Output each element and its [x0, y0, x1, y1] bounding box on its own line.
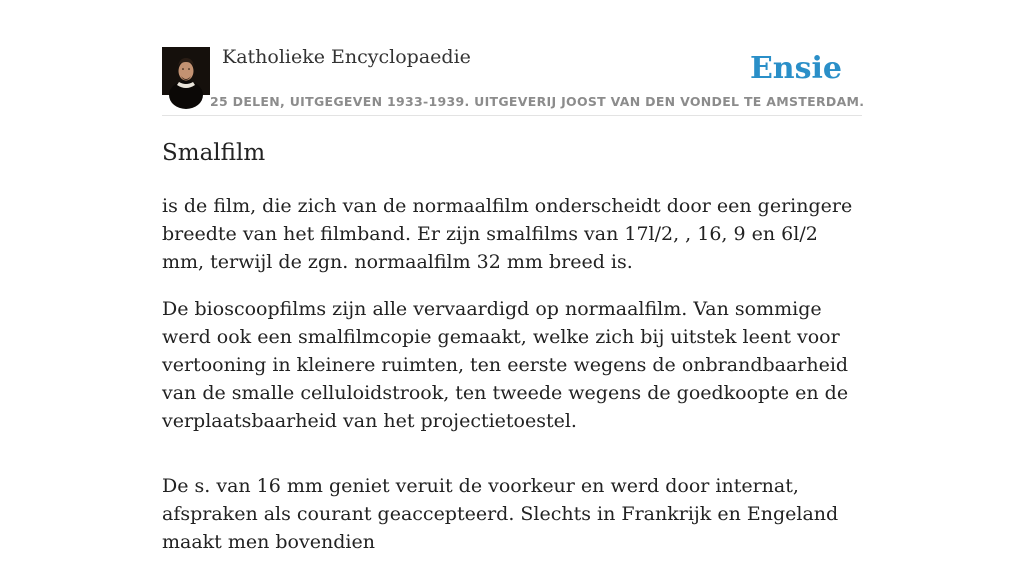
article-body [162, 192, 862, 575]
article-paragraph: is de film, die zich van de normaalfilm onderscheidt door een geringere breedte van het filmband. Er zijn smalfilms van 17l/2, , 16, 9 en 6l/2 mm, terwijl de zgn. normaalfilm 32 mm breed is. [162, 195, 853, 273]
portrait-image [162, 47, 210, 95]
article-paragraph: De bioscoopfilms zijn alle vervaardigd op normaalfilm. Van sommige werd ook een smalfilmcopie gemaakt, welke zich bij uitstek leent voor vertooning in kleinere ruimten, ten eerste wegens de onbrandbaarheid van de smalle celluloidstrook, ten tweede wegens de goedkoopte en de verplaatsbaarheid van het projectietoestel. [162, 298, 849, 432]
article-paragraph: De s. van 16 mm geniet veruit de voorkeur en werd door internat, afspraken als courant geaccepteerd. Slechts in Frankrijk en Engeland maakt men bovendien [162, 475, 839, 553]
source-header [162, 45, 865, 116]
source-subtitle: 25 DELEN, UITGEGEVEN 1933-1939. UITGEVERIJ JOOST VAN DEN VONDEL TE AMSTERDAM. [210, 94, 865, 109]
article-title: Smalfilm [162, 140, 266, 166]
ensie-logo-link[interactable]: Ensie [749, 51, 842, 86]
portrait-avatar-icon[interactable] [162, 47, 210, 95]
source-title[interactable]: Katholieke Encyclopaedie [222, 46, 471, 68]
